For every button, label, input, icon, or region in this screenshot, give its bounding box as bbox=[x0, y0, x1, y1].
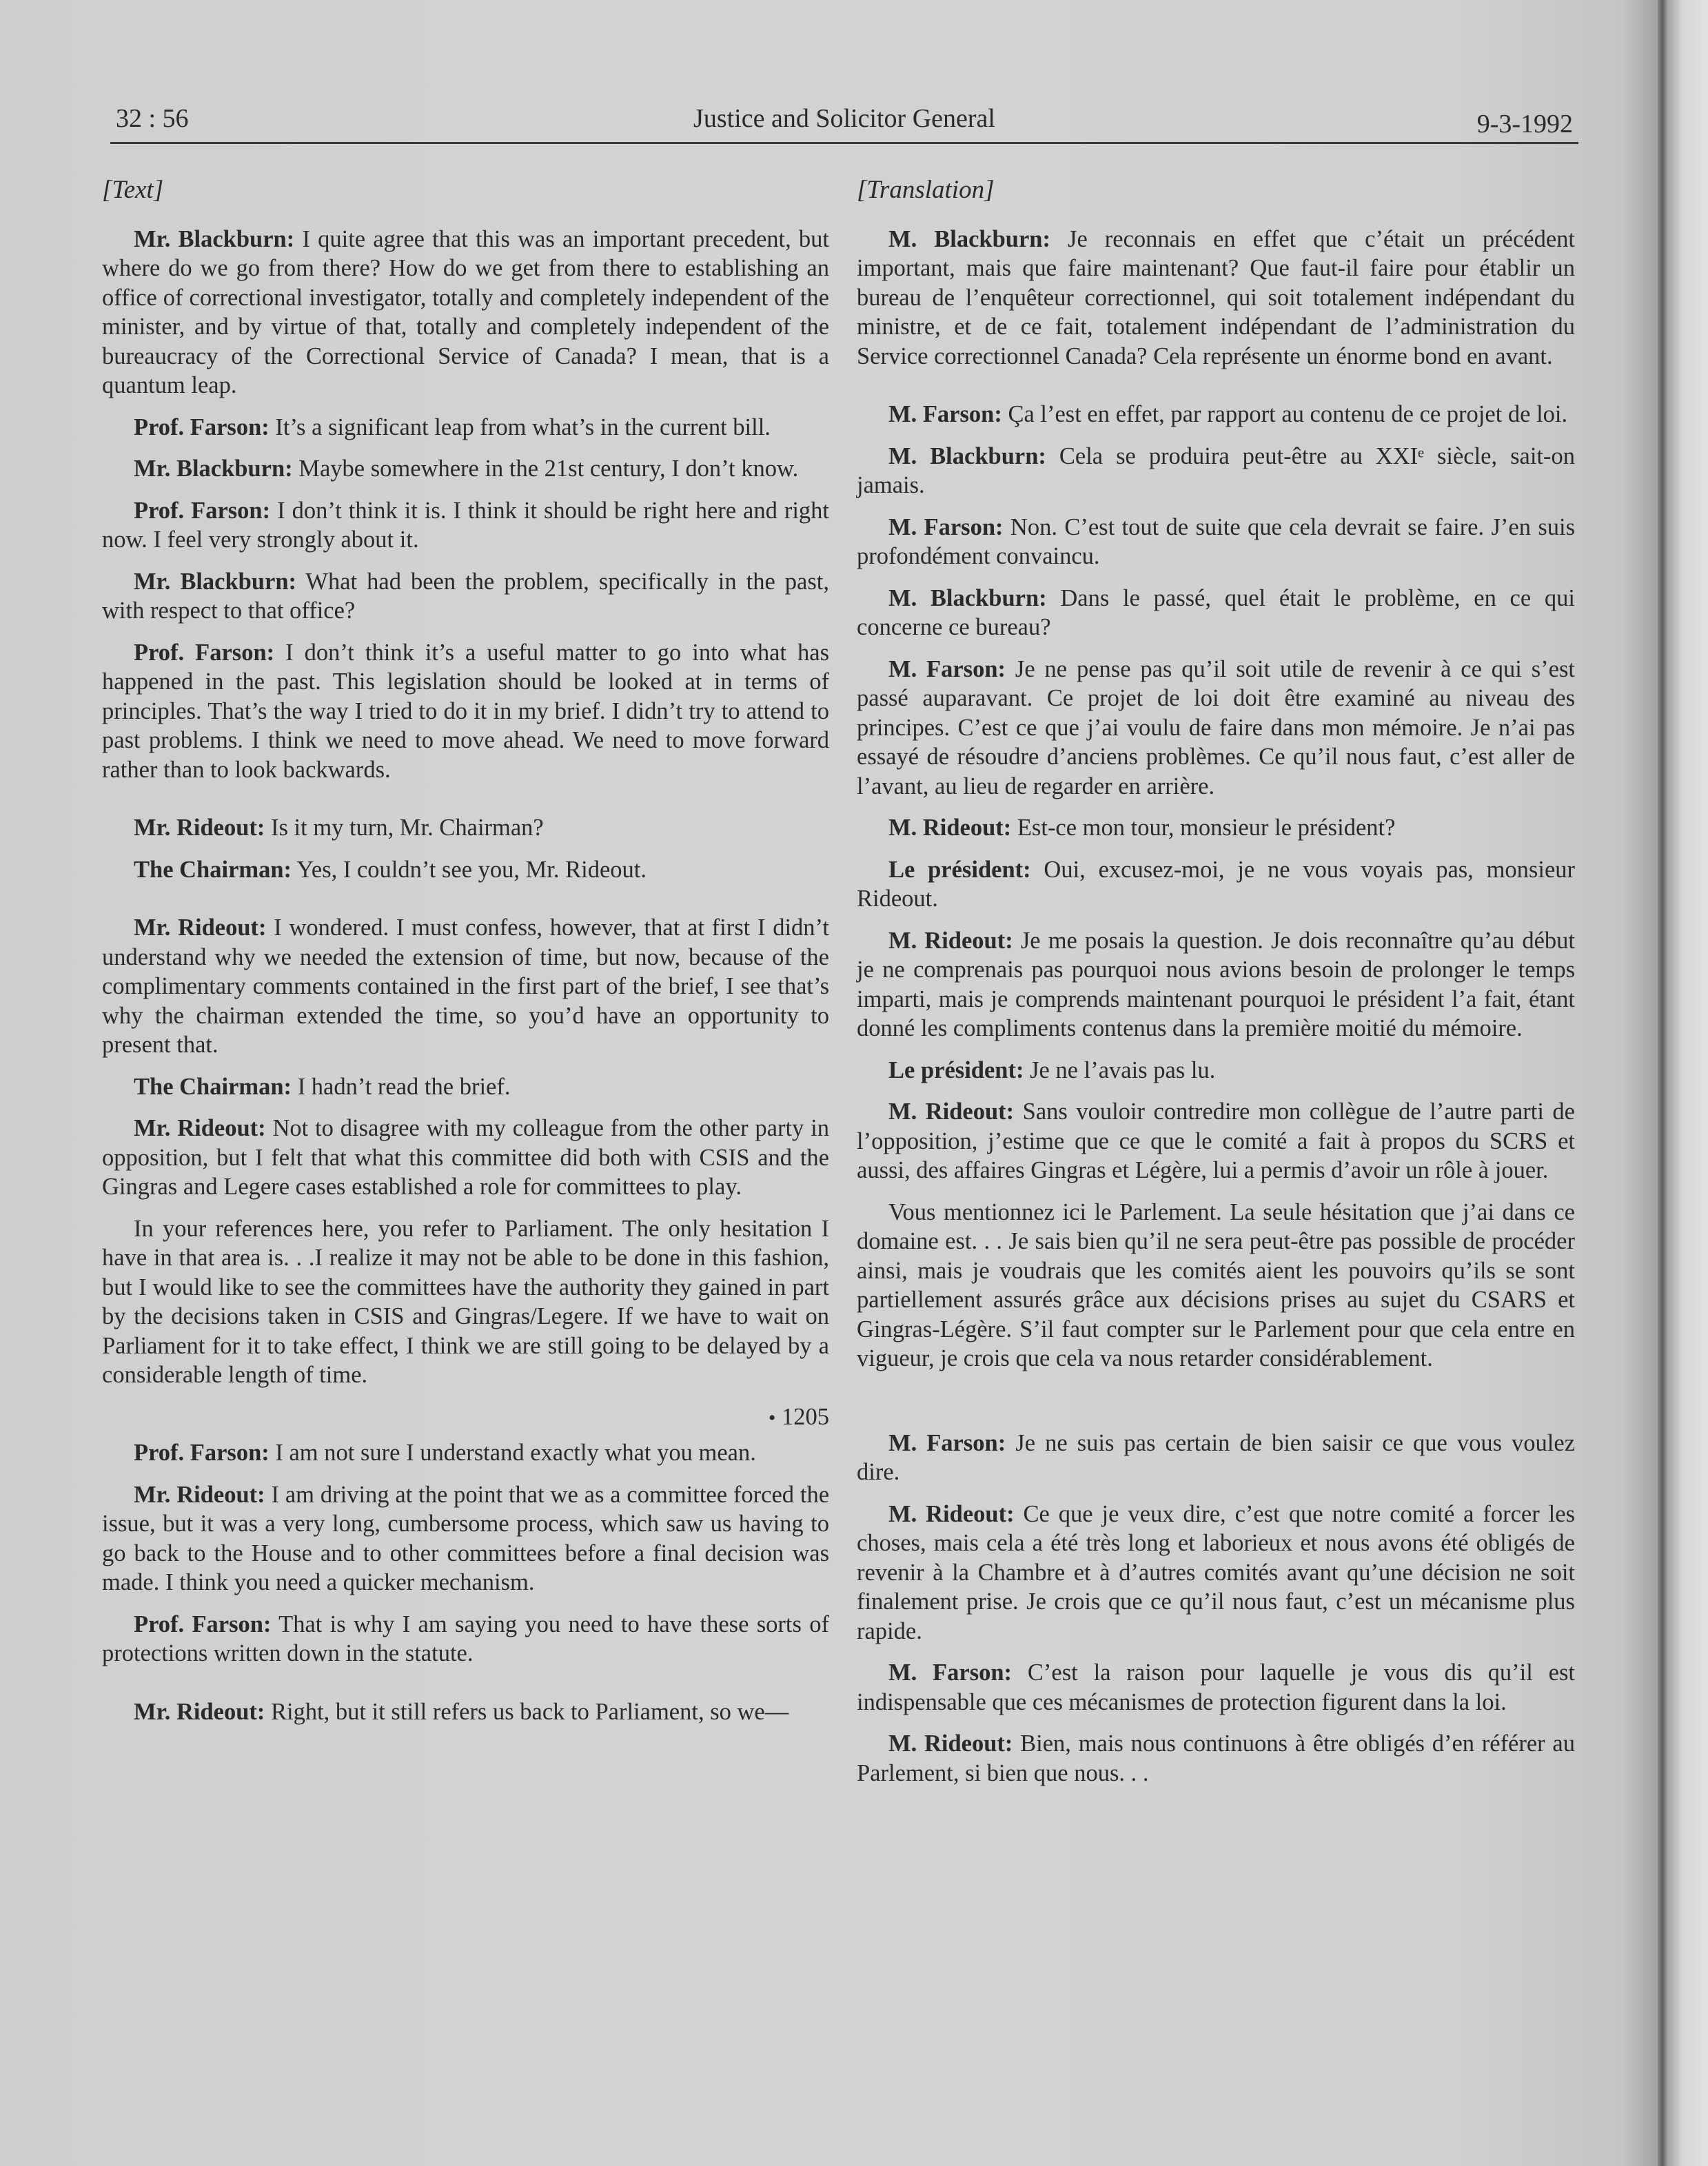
speaker: Mr. Rideout: bbox=[134, 1698, 265, 1725]
paragraph bbox=[102, 225, 829, 400]
speaker: Prof. Farson: bbox=[134, 1440, 270, 1466]
speaker: Le président: bbox=[888, 856, 1031, 883]
paragraph bbox=[102, 813, 829, 843]
paragraph bbox=[857, 1429, 1575, 1487]
paragraph bbox=[102, 855, 829, 885]
page-header bbox=[110, 103, 1578, 144]
speech: I am not sure I understand exactly what you mean. bbox=[275, 1440, 756, 1466]
book-spine-shadow bbox=[1658, 0, 1667, 2166]
speech: Je reconnais en effet que c’était un précédent important, mais que faire maintenant? Que faut-il faire pour établir un bureau de l’enquêteur correctionnel, qui soit totalement indépendant du ministre, et de ce fait, totalement indépendant de l’administration du Service correctionnel Canada? Cela représente un énorme bond en avant. bbox=[857, 225, 1576, 369]
paragraph bbox=[857, 584, 1575, 642]
speaker: M. Rideout: bbox=[888, 1500, 1015, 1527]
speaker: Mr. Rideout: bbox=[134, 815, 265, 841]
speech: Je ne pense pas qu’il soit utile de revenir à ce qui s’est passé auparavant. Ce projet de loi doit être examiné au niveau des principes. C’est ce que j’ai voulu de faire dans mon mémoire. Je n’ai pas essayé de résoudre d’anciens problèmes. Ce qu’il nous faut, c’est aller de l’avant, au lieu de regarder en arrière. bbox=[857, 655, 1575, 799]
speech: What had been the problem, specifically in the past, with respect to that office? bbox=[102, 568, 829, 624]
speaker: M. Blackburn: bbox=[888, 584, 1047, 611]
paragraph bbox=[857, 1198, 1575, 1373]
english-column bbox=[102, 176, 829, 1739]
speech: I am driving at the point that we as a committee forced the issue, but it was a very long, cumbersome process, which saw us having to go back to the House and to other committees before a final decision was made. I think you need a quicker mechanism. bbox=[102, 1481, 830, 1595]
speaker: M. Farson: bbox=[888, 1659, 1013, 1686]
speaker: Prof. Farson: bbox=[134, 413, 270, 440]
lang-label-translation: [Translation] bbox=[857, 176, 995, 204]
speech: I wondered. I must confess, however, that at first I didn’t understand why we needed the extension of time, but now, because of the complimentary comments contained in the first part of the brief, I see that’s why the chairman extended the time, so you’d have an opportunity to present that. bbox=[102, 915, 830, 1058]
header-title: Justice and Solicitor General bbox=[693, 104, 995, 133]
paragraph bbox=[857, 1729, 1575, 1788]
speech: Ce que je veux dire, c’est que notre comité a forcer les choses, mais cela a été très long et laborieux et nous avons été obligés de revenir à la Chambre et à d’autres comités avant qu’une décision ne soit finalement prise. Je crois que ce qu’il nous faut, c’est un mécanisme plus rapide. bbox=[857, 1500, 1576, 1644]
speaker: Mr. Rideout: bbox=[134, 1481, 265, 1508]
speech: I don’t think it is. I think it should be right here and right now. I feel very strongly about it. bbox=[102, 497, 829, 553]
paragraph bbox=[102, 413, 829, 442]
paragraph bbox=[857, 1056, 1575, 1085]
speech: Yes, I couldn’t see you, Mr. Rideout. bbox=[296, 856, 647, 883]
speaker: M. Farson: bbox=[888, 1429, 1006, 1456]
speech: Dans le passé, quel était le problème, en ce qui concerne ce bureau? bbox=[857, 584, 1575, 640]
speaker: Prof. Farson: bbox=[134, 497, 271, 524]
speech: C’est la raison pour laquelle je vous dis qu’il est indispensable que ces mécanismes de protection figurent dans la loi. bbox=[857, 1659, 1575, 1715]
speech: Est-ce mon tour, monsieur le président? bbox=[1017, 815, 1396, 841]
speech: Vous mentionnez ici le Parlement. La seule hésitation que j’ai dans ce domaine est. . . Je sais bien qu’il ne sera peut-être pas possible de procéder ainsi, mais je voudrais que les comités aient les pouvoirs qu’ils se sont partiellement assurés grâce aux décisions prises au sujet du CSARS et Gingras-Légère. S’il faut compter sur le Parlement pour que cela entre en vigueur, je crois que cela va nous retarder considérablement. bbox=[857, 1198, 1575, 1371]
speech: Cela se produira peut-être au XXIᵉ siècle, sait-on jamais. bbox=[857, 442, 1575, 498]
french-column bbox=[857, 176, 1575, 1800]
paragraph bbox=[857, 442, 1575, 500]
speech: Je me posais la question. Je dois reconnaître qu’au début je ne comprenais pas pourquoi nous avions besoin de prolonger le temps imparti, mais je comprends maintenant pourquoi le président l’a fait, étant donné les compliments contenus dans la première moitié du mémoire. bbox=[857, 927, 1576, 1041]
speech: Bien, mais nous continuons à être obligés d’en référer au Parlement, si bien que nous. . . bbox=[857, 1730, 1575, 1786]
speech: That is why I am saying you need to have these sorts of protections written down in the statute. bbox=[102, 1611, 829, 1666]
speaker: Le président: bbox=[888, 1056, 1024, 1083]
speaker: Mr. Blackburn: bbox=[134, 225, 295, 252]
speaker: M. Farson: bbox=[888, 655, 1006, 682]
paragraph bbox=[857, 1658, 1575, 1717]
speech: Oui, excusez-moi, je ne vous voyais pas, monsieur Rideout. bbox=[857, 856, 1575, 912]
speaker: M. Farson: bbox=[888, 401, 1002, 427]
speaker: The Chairman: bbox=[134, 1073, 292, 1100]
speech: Right, but it still refers us back to Parliament, so we— bbox=[271, 1698, 789, 1725]
speech: Maybe somewhere in the 21st century, I don’t know. bbox=[298, 456, 799, 482]
speech: It’s a significant leap from what’s in the current bill. bbox=[275, 413, 771, 440]
paragraph bbox=[857, 855, 1575, 914]
speaker: M. Rideout: bbox=[888, 1099, 1015, 1125]
speech: Sans vouloir contredire mon collègue de l’autre parti de l’opposition, j’estime que ce que le comité a fait à propos du SCRS et aussi, des affaires Gingras et Légère, lui a permis d’avoir un rôle à jouer. bbox=[857, 1099, 1575, 1183]
paragraph bbox=[857, 655, 1575, 801]
speech: Not to disagree with my colleague from the other party in opposition, but I felt that what this committee did both with CSIS and the Gingras and Legere cases established a role for committees to play. bbox=[102, 1115, 829, 1200]
paragraph bbox=[102, 1697, 829, 1727]
speech: Non. C’est tout de suite que cela devrait se faire. J’en suis profondément convaincu. bbox=[857, 513, 1576, 569]
paragraph bbox=[857, 1097, 1575, 1185]
speaker: The Chairman: bbox=[134, 856, 292, 883]
speaker: Mr. Rideout: bbox=[134, 915, 267, 941]
paragraph bbox=[857, 813, 1575, 843]
header-date: 9-3-1992 bbox=[1476, 110, 1573, 139]
speech: I hadn’t read the brief. bbox=[297, 1073, 511, 1100]
page-number: 32 : 56 bbox=[116, 104, 189, 133]
speech: Je ne suis pas certain de bien saisir ce que vous voulez dire. bbox=[857, 1429, 1576, 1485]
speaker: M. Blackburn: bbox=[888, 225, 1050, 252]
speaker: M. Blackburn: bbox=[888, 442, 1046, 469]
speaker: Mr. Blackburn: bbox=[134, 568, 297, 595]
paragraph bbox=[102, 567, 829, 626]
paragraph bbox=[102, 1480, 829, 1597]
speech: Je ne l’avais pas lu. bbox=[1030, 1056, 1216, 1083]
paragraph bbox=[102, 1438, 829, 1468]
time-marker-value: 1205 bbox=[782, 1403, 829, 1430]
speaker: M. Rideout: bbox=[888, 815, 1012, 841]
speaker: Mr. Rideout: bbox=[134, 1115, 266, 1141]
paragraph bbox=[102, 913, 829, 1060]
speaker: Prof. Farson: bbox=[134, 1611, 272, 1637]
paragraph bbox=[102, 496, 829, 555]
paragraph bbox=[857, 225, 1575, 371]
paragraph bbox=[857, 926, 1575, 1043]
speech: I quite agree that this was an important precedent, but where do we go from there? How do we get from there to establishing an office of correctional investigator, totally and completely independent of the minister, and by virtue of that, totally and completely independent of the bureaucracy of the Correctional Service of Canada? I mean, that is a quantum leap. bbox=[102, 225, 830, 398]
speech: Is it my turn, Mr. Chairman? bbox=[271, 815, 544, 841]
speech: Ça l’est en effet, par rapport au contenu de ce projet de loi. bbox=[1008, 401, 1568, 427]
speech: I don’t think it’s a useful matter to go into what has happened in the past. This legislation should be looked at in terms of principles. That’s the way I tried to do it in my brief. I didn’t try to attend to past problems. I think we need to move ahead. We need to move forward rather than to look backwards. bbox=[102, 639, 829, 783]
time-marker bbox=[102, 1402, 829, 1433]
paragraph bbox=[102, 1114, 829, 1202]
paragraph bbox=[857, 513, 1575, 571]
paragraph bbox=[857, 400, 1575, 429]
speaker: M. Farson: bbox=[888, 513, 1004, 540]
speaker: Prof. Farson: bbox=[134, 639, 275, 666]
paragraph bbox=[102, 1610, 829, 1668]
paragraph bbox=[102, 1214, 829, 1390]
lang-label-text: [Text] bbox=[102, 176, 164, 204]
paragraph bbox=[102, 454, 829, 484]
speaker: M. Rideout: bbox=[888, 927, 1013, 954]
speaker: Mr. Blackburn: bbox=[134, 456, 293, 482]
paragraph bbox=[102, 1072, 829, 1102]
speaker: M. Rideout: bbox=[888, 1730, 1013, 1757]
bullet-icon: • bbox=[768, 1406, 776, 1429]
speech: In your references here, you refer to Parliament. The only hesitation I have in that area is. . .I realize it may not be able to be done in this fashion, but I would like to see the committees have the authority they gained in part by the decisions taken in CSIS and Gingras/Legere. If we have to wait on Parliament for it to take effect, I think we are still going to be delayed by a considerable length of time. bbox=[102, 1215, 829, 1388]
paragraph bbox=[102, 638, 829, 785]
paragraph bbox=[857, 1500, 1575, 1646]
